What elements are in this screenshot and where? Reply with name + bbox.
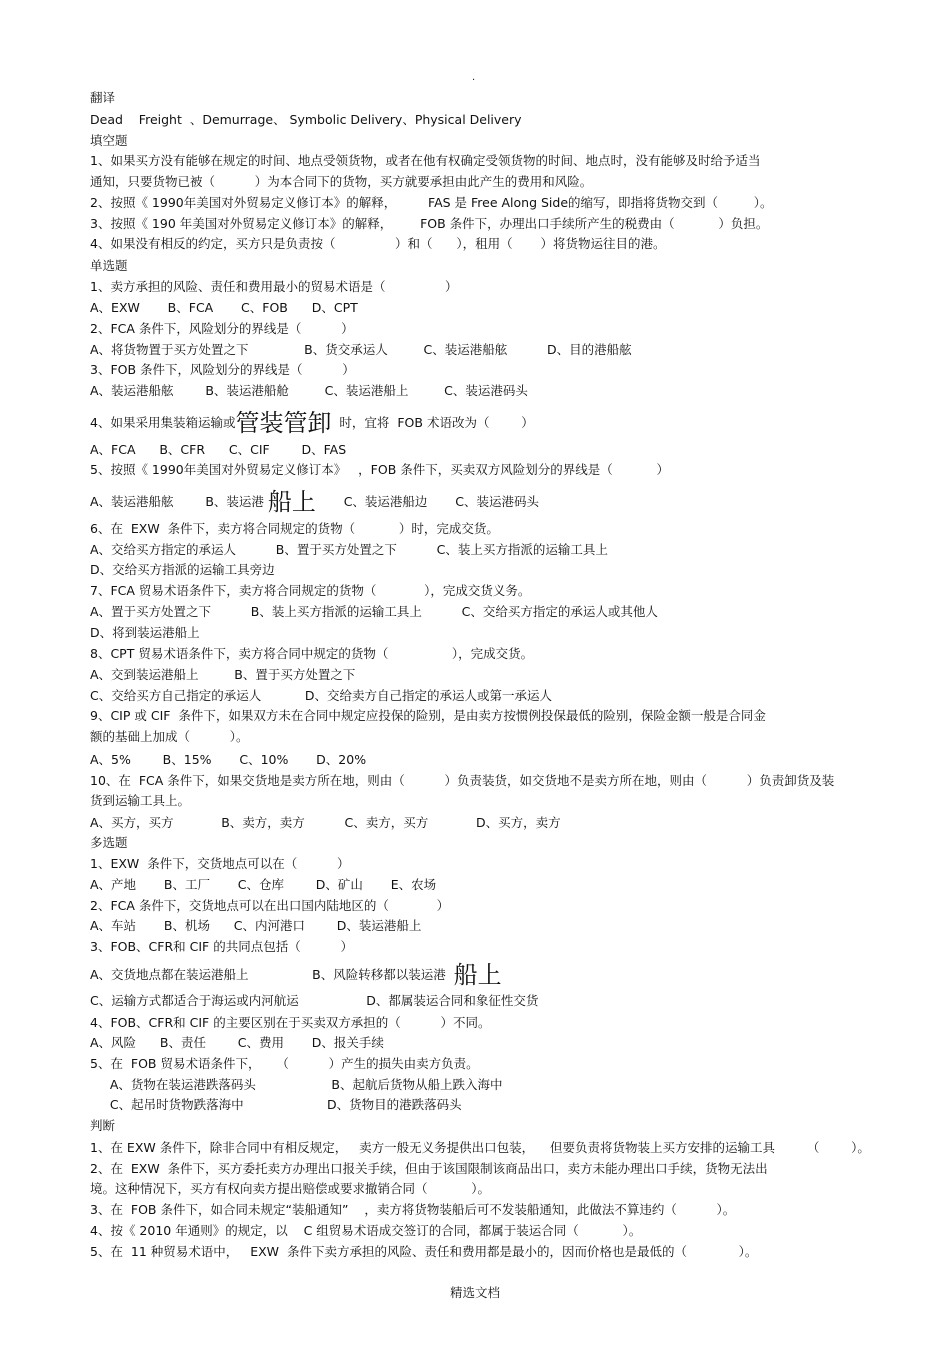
line-text: A、产地 B、工厂 C、仓库 D、矿山 E、农场 xyxy=(90,877,437,892)
document-line xyxy=(90,1097,462,1113)
line-text: A、风险 B、责任 C、费用 D、报关手续 xyxy=(90,1035,384,1050)
line-text: A、装运港船舷 B、装运港船舱 C、装运港船上 C、装运港码头 xyxy=(90,383,528,398)
line-text: 1、在 EXW 条件下，除非合同中有相反规定， 卖方一般无义务提供出口包装， 但要负责将货物装上买方安排的运输工具 （ ）。 xyxy=(90,1140,870,1155)
line-text: 3、FOB 条件下，风险划分的界线是（ ） xyxy=(90,362,355,377)
line-text: 9、CIP 或 CIF 条件下，如果双方未在合同中规定应投保的险别，是由卖方按惯例投保最低的险别，保险金额一般是合同金 xyxy=(90,708,766,723)
line-text: 翻译 xyxy=(90,90,116,105)
document-line xyxy=(90,321,354,337)
document-line xyxy=(90,342,632,358)
document-line xyxy=(90,961,502,989)
document-line xyxy=(90,409,534,437)
header-dot: . xyxy=(472,72,476,83)
document-line xyxy=(90,993,538,1009)
line-text: 3、在 FOB 条件下，如合同未规定“装船通知” ，卖方将货物装船后可不发装船通知，此做法不算违约（ ）。 xyxy=(90,1202,736,1217)
document-line xyxy=(90,112,522,128)
document-line xyxy=(90,562,275,578)
line-text: 4、如果采用集装箱运输或 xyxy=(90,415,236,430)
document-line xyxy=(90,383,528,399)
line-text: 6、在 EXW 条件下，卖方将合同规定的货物（ ）时，完成交货。 xyxy=(90,521,499,536)
document-line xyxy=(90,625,200,641)
line-text: 境。这种情况下，买方有权向卖方提出赔偿或要求撤销合同（ ）。 xyxy=(90,1181,490,1196)
document-line xyxy=(90,815,561,831)
document-line xyxy=(90,279,458,295)
document-line xyxy=(90,898,449,914)
document-line xyxy=(90,1181,490,1197)
document-line xyxy=(90,604,658,620)
document-line xyxy=(90,918,421,934)
document-line xyxy=(90,773,834,789)
footer-text: 精选文档 xyxy=(449,1285,500,1300)
line-text: 判断 xyxy=(90,1118,116,1133)
line-text: 7、FCA 贸易术语条件下，卖方将合同规定的货物（ ），完成交货义务。 xyxy=(90,583,531,598)
large-inline-text: 船上 xyxy=(453,961,502,989)
line-text: C、运输方式都适合于海运或内河航运 D、都属装运合同和象征性交货 xyxy=(90,993,539,1008)
line-text: 4、按《 2010 年通则》的规定，以 C 组贸易术语成交签订的合同，都属于装运合同（ ）。 xyxy=(90,1223,642,1238)
document-line xyxy=(90,708,766,724)
document-line xyxy=(90,1015,490,1031)
line-text: A、货物在装运港跌落码头 B、起航后货物从船上跌入海中 xyxy=(90,1077,503,1092)
document-line xyxy=(90,1202,735,1218)
line-text: 3、FOB、CFR和 CIF 的共同点包括（ ） xyxy=(90,939,353,954)
line-text: 货到运输工具上。 xyxy=(90,793,191,808)
line-text: 额的基础上加成（ ）。 xyxy=(90,729,249,744)
line-text-tail: C、装运港船边 C、装运港码头 xyxy=(315,494,539,509)
document-line xyxy=(90,793,190,809)
document-line xyxy=(90,195,773,211)
line-text: 8、CPT 贸易术语条件下，卖方将合同中规定的货物（ ），完成交货。 xyxy=(90,646,534,661)
line-text: A、装运港船舷 B、装运港 xyxy=(90,494,268,509)
line-text: A、车站 B、机场 C、内河港口 D、装运港船上 xyxy=(90,918,422,933)
document-line xyxy=(90,1056,479,1072)
document-line xyxy=(90,462,669,478)
line-text: 填空题 xyxy=(90,133,128,148)
line-text: 10、在 FCA 条件下，如果交货地是卖方所在地，则由（ ）负责装货，如交货地不是卖方所在地，则由（ ）负责卸货及装 xyxy=(90,773,835,788)
document-line xyxy=(90,583,530,599)
document-line xyxy=(90,1077,503,1093)
document-line xyxy=(90,856,349,872)
document-line xyxy=(90,1223,641,1239)
line-text: 多选题 xyxy=(90,835,128,850)
line-text: A、置于买方处置之下 B、装上买方指派的运输工具上 C、交给买方指定的承运人或其他人 xyxy=(90,604,658,619)
line-text: C、起吊时货物跌落海中 D、货物目的港跌落码头 xyxy=(90,1097,462,1112)
document-line xyxy=(90,362,355,378)
line-text: Dead Freight 、Demurrage、 Symbolic Delivery、Physical Delivery xyxy=(90,112,522,127)
line-text: 单选题 xyxy=(90,258,128,273)
line-text: 2、按照《 1990年美国对外贸易定义修订本》的解释， FAS 是 Free Along Side的缩写，即指将货物交到（ ）。 xyxy=(90,195,773,210)
line-text: 5、在 FOB 贸易术语条件下， （ ）产生的损失由卖方负责。 xyxy=(90,1056,479,1071)
line-text: A、买方，买方 B、卖方，卖方 C、卖方，买方 D、买方，卖方 xyxy=(90,815,561,830)
document-line xyxy=(90,521,499,537)
line-text: A、FCA B、CFR C、CIF D、FAS xyxy=(90,442,347,457)
document-line xyxy=(90,667,355,683)
document-line xyxy=(90,835,128,851)
line-text: 1、EXW 条件下，交货地点可以在（ ） xyxy=(90,856,350,871)
document-line xyxy=(90,174,592,190)
document-line xyxy=(90,153,760,169)
line-text: 2、在 EXW 条件下，买方委托卖方办理出口报关手续，但由于该国限制该商品出口，卖方未能办理出口手续，货物无法出 xyxy=(90,1161,768,1176)
line-text: 通知，只要货物已被（ ）为本合同下的货物，买方就要承担由此产生的费用和风险。 xyxy=(90,174,593,189)
line-text: 5、在 11 种贸易术语中， EXW 条件下卖方承担的风险、责任和费用都是最小的，因而价格也是最低的（ ）。 xyxy=(90,1244,758,1259)
document-line xyxy=(90,1035,384,1051)
line-text: C、交给买方自己指定的承运人 D、交给卖方自己指定的承运人或第一承运人 xyxy=(90,688,553,703)
line-text: 2、FCA 条件下，交货地点可以在出口国内陆地区的（ ） xyxy=(90,898,450,913)
large-inline-text: 管装管卸 xyxy=(235,409,332,437)
document-line xyxy=(90,216,768,232)
document-line xyxy=(90,90,115,106)
document-line xyxy=(90,1140,870,1156)
document-line xyxy=(90,133,128,149)
line-text: 1、如果买方没有能够在规定的时间、地点受领货物，或者在他有权确定受领货物的时间、地点时，没有能够及时给予适当 xyxy=(90,153,761,168)
document-line xyxy=(90,729,248,745)
large-inline-text: 船上 xyxy=(267,488,316,516)
document-line xyxy=(90,542,608,558)
line-text: 5、按照《 1990年美国对外贸易定义修订本》 ，FOB 条件下，买卖双方风险划分的界线是（ ） xyxy=(90,462,669,477)
line-text: A、交货地点都在装运港船上 B、风险转移都以装运港 xyxy=(90,967,454,982)
document-line xyxy=(90,939,353,955)
document-line xyxy=(90,1244,757,1260)
document-line xyxy=(90,1118,115,1134)
document-line xyxy=(90,258,128,274)
document-line xyxy=(90,646,533,662)
line-text: A、EXW B、FCA C、FOB D、CPT xyxy=(90,300,358,315)
line-text: 4、FOB、CFR和 CIF 的主要区别在于买卖双方承担的（ ）不同。 xyxy=(90,1015,491,1030)
line-text: 3、按照《 190 年美国对外贸易定义修订本》的解释， FOB 条件下，办理出口手续所产生的税费由（ ）负担。 xyxy=(90,216,769,231)
line-text: D、交给买方指派的运输工具旁边 xyxy=(90,562,275,577)
document-line xyxy=(90,442,346,458)
line-text: A、将货物置于买方处置之下 B、货交承运人 C、装运港船舷 D、目的港船舷 xyxy=(90,342,632,357)
line-text: A、交给买方指定的承运人 B、置于买方处置之下 C、装上买方指派的运输工具上 xyxy=(90,542,608,557)
line-text: A、5% B、15% C、10% D、20% xyxy=(90,752,367,767)
document-line xyxy=(90,877,436,893)
document-line xyxy=(90,236,665,252)
document-line xyxy=(90,1161,768,1177)
document-line xyxy=(90,752,366,768)
line-text: D、将到装运港船上 xyxy=(90,625,200,640)
line-text: A、交到装运港船上 B、置于买方处置之下 xyxy=(90,667,356,682)
document-line xyxy=(90,300,358,316)
line-text: 4、如果没有相反的约定，买方只是负责按（ ）和（ ），租用（ ）将货物运往目的港。 xyxy=(90,236,666,251)
document-line xyxy=(90,488,539,516)
line-text-tail: 时，宜将 FOB 术语改为（ ） xyxy=(331,415,534,430)
document-line xyxy=(90,688,552,704)
line-text: 1、卖方承担的风险、责任和费用最小的贸易术语是（ ） xyxy=(90,279,458,294)
line-text: 2、FCA 条件下，风险划分的界线是（ ） xyxy=(90,321,354,336)
